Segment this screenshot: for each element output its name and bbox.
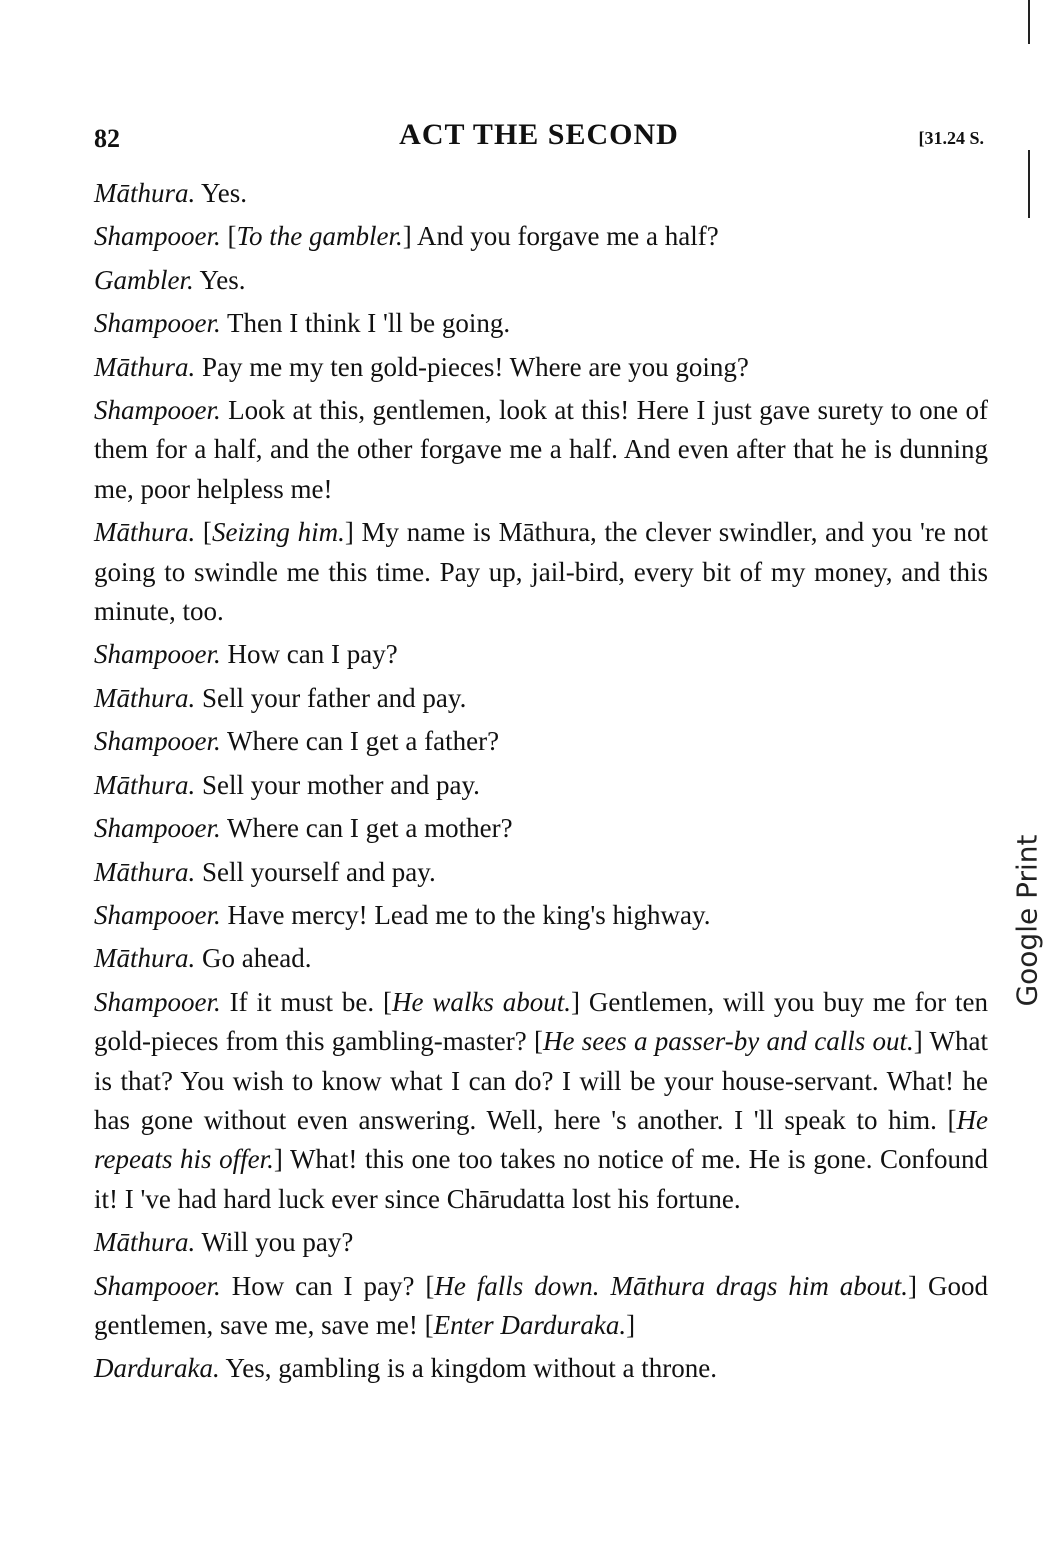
speaker-name: Shampooer.	[94, 726, 221, 757]
scan-margin-line	[1028, 150, 1030, 218]
speaker-name: Māthura.	[94, 682, 196, 713]
dialogue-text: ] Gentlemen, will you buy me for ten gold-pieces from this gambling-master? [	[94, 986, 988, 1057]
speaker-name: Shampooer.	[94, 639, 221, 670]
dialogue-text: How can I pay?	[220, 639, 398, 670]
dialogue-text: Yes, gambling is a kingdom without a throne.	[219, 1353, 717, 1384]
dialogue-paragraph	[94, 766, 988, 805]
speaker-name: Shampooer.	[94, 308, 221, 339]
speaker-name: Māthura.	[94, 517, 196, 548]
speaker-name: Shampooer.	[94, 986, 221, 1017]
speaker-name: Darduraka.	[94, 1353, 220, 1384]
dialogue-paragraph	[94, 1267, 988, 1346]
stage-direction: He falls down. Māthura drags him about.	[434, 1270, 909, 1301]
dialogue-text: Pay me my ten gold-pieces! Where are you going?	[195, 351, 749, 382]
stage-direction: Enter Darduraka.	[433, 1309, 627, 1340]
speaker-name: Shampooer.	[94, 1270, 221, 1301]
page-text	[94, 174, 988, 1393]
stage-direction: He sees a passer-by and calls out.	[542, 1026, 914, 1057]
speaker-name: Māthura.	[94, 943, 196, 974]
dialogue-text: ] What! this one too takes no notice of me. He is gone. Confound it! I 've had hard luck ever since Chārudatta lost his fortune.	[94, 1144, 989, 1214]
dialogue-text: Go ahead.	[195, 943, 312, 974]
speaker-name: Māthura.	[94, 769, 196, 800]
dialogue-text: Then I think I 'll be going.	[220, 308, 511, 339]
dialogue-text: Where can I get a father?	[220, 726, 500, 757]
dialogue-text: ] And you forgave me a half?	[402, 221, 719, 252]
speaker-name: Gambler.	[94, 264, 194, 295]
dialogue-text: Yes.	[195, 178, 248, 208]
dialogue-paragraph	[94, 304, 988, 343]
dialogue-text: Sell your father and pay.	[195, 682, 467, 713]
speaker-name: Māthura.	[94, 1227, 196, 1258]
speaker-name: Shampooer.	[94, 395, 221, 426]
dialogue-paragraph	[94, 809, 988, 848]
dialogue-paragraph	[94, 1349, 988, 1388]
speaker-name: Shampooer.	[94, 813, 221, 844]
stage-direction: To the gambler.	[236, 221, 403, 252]
stage-direction: He repeats his offer.	[94, 1104, 988, 1175]
dialogue-text: ] My name is Māthura, the clever swindler, and you 're not going to swindle me this time. Pay up, jail-bird, every bit of my money, and this minute, too.	[94, 517, 988, 627]
dialogue-text: [	[220, 221, 237, 252]
dialogue-paragraph	[94, 513, 988, 631]
dialogue-paragraph	[94, 217, 988, 256]
dialogue-paragraph	[94, 174, 988, 213]
stage-direction: He walks about.	[391, 986, 572, 1017]
dialogue-text: ] What is that? You wish to know what I can do? I will be your house-servant. What! he has gone without even answering. Well, here 's another. I 'll speak to him. [	[94, 1026, 988, 1135]
dialogue-paragraph	[94, 679, 988, 718]
dialogue-text: ]	[626, 1309, 636, 1340]
dialogue-paragraph	[94, 896, 988, 935]
page-number: 82	[94, 124, 120, 153]
dialogue-paragraph	[94, 853, 988, 892]
stage-direction: Seizing him.	[211, 517, 345, 548]
dialogue-text: Look at this, gentlemen, look at this! Here I just gave surety to one of them for a half, and the other forgave me a half. And even after that he is dunning me, poor helpless me!	[94, 395, 988, 504]
speaker-name: Shampooer.	[94, 899, 221, 930]
speaker-name: Shampooer.	[94, 221, 221, 252]
dialogue-text: [	[195, 517, 212, 548]
signature-reference: [31.24 S.	[918, 128, 984, 148]
running-title: ACT THE SECOND	[399, 118, 679, 151]
dialogue-paragraph	[94, 348, 988, 387]
speaker-name: Māthura.	[94, 351, 196, 382]
dialogue-paragraph	[94, 939, 988, 978]
dialogue-paragraph	[94, 261, 988, 300]
dialogue-text: How can I pay? [	[220, 1270, 435, 1301]
watermark-text: Google Print	[1010, 833, 1044, 1007]
dialogue-text: Where can I get a mother?	[220, 813, 513, 844]
dialogue-text: Sell your mother and pay.	[195, 769, 480, 800]
scan-margin-line	[1028, 0, 1030, 44]
dialogue-paragraph	[94, 391, 988, 509]
dialogue-text: If it must be. [	[220, 986, 392, 1017]
dialogue-paragraph	[94, 722, 988, 761]
dialogue-text: Will you pay?	[195, 1227, 354, 1258]
dialogue-paragraph	[94, 635, 988, 674]
dialogue-text: Sell yourself and pay.	[195, 856, 436, 887]
dialogue-text: Have mercy! Lead me to the king's highway.	[220, 899, 711, 930]
dialogue-paragraph	[94, 983, 988, 1219]
dialogue-text: Yes.	[193, 264, 246, 295]
dialogue-text: ] Good gentlemen, save me, save me! [	[94, 1270, 988, 1340]
speaker-name: Māthura.	[94, 178, 196, 208]
google-print-watermark	[1005, 820, 1047, 1020]
dialogue-paragraph	[94, 1223, 988, 1262]
page-header	[94, 118, 984, 158]
speaker-name: Māthura.	[94, 856, 196, 887]
